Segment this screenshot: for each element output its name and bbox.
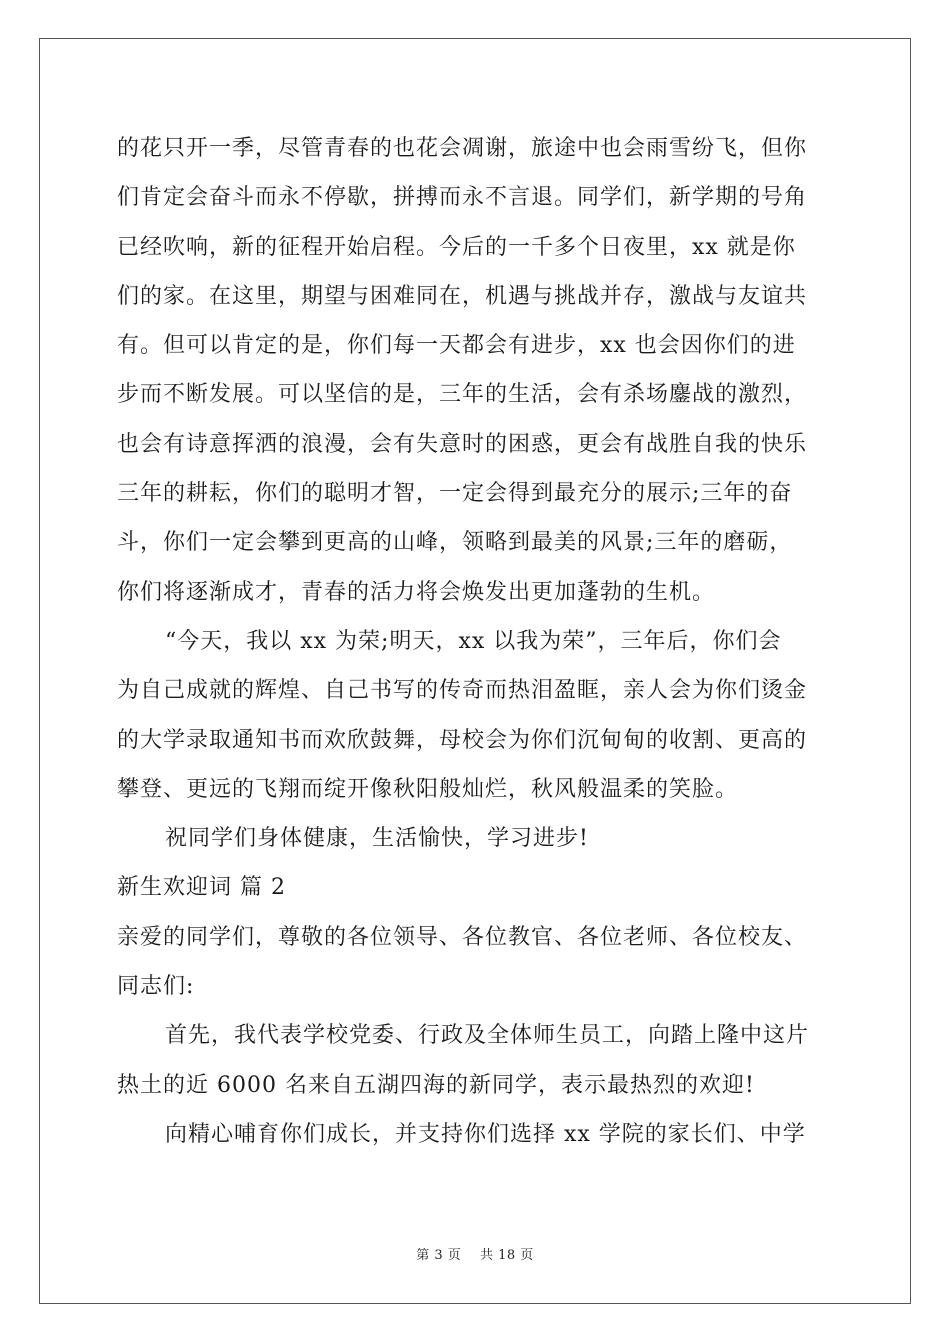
- text-line: 三年的耕耘，你们的聪明才智，一定会得到最充分的展示;三年的奋: [117, 481, 793, 507]
- text-line: 攀登、更远的飞翔而绽开像秋阳般灿烂，秋风般温柔的笑脸。: [117, 776, 739, 802]
- text-line: 为自己成就的辉煌、自己书写的传奇而热泪盈眶，亲人会为你们烫金: [117, 678, 808, 704]
- text-line: 已经吹响，新的征程开始启程。今后的一千多个日夜里，xx 就是你: [117, 234, 796, 260]
- text-line: 们肯定会奋斗而永不停歇，拼搏而永不言退。同学们，新学期的号角: [117, 185, 808, 211]
- text-line: “今天，我以 xx 为荣;明天，xx 以我为荣”，三年后，你们会: [165, 628, 782, 654]
- text-line: 亲爱的同学们，尊敬的各位领导、各位教官、各位老师、各位校友、: [117, 924, 808, 950]
- text-line: 斗，你们一定会攀到更高的山峰，领略到最美的风景;三年的磨砺，: [117, 530, 793, 556]
- text-line: 热土的近 6000 名来自五湖四海的新同学，表示最热烈的欢迎!: [117, 1072, 755, 1098]
- text-line: 同志们:: [117, 974, 195, 1000]
- text-line: 你们将逐渐成才，青春的活力将会焕发出更加蓬勃的生机。: [117, 579, 716, 605]
- text-line: 步而不断发展。可以坚信的是，三年的生活，会有杀场鏖战的激烈，: [117, 382, 808, 408]
- text-line: 的花只开一季，尽管青春的也花会凋谢，旅途中也会雨雪纷飞，但你: [117, 136, 808, 161]
- document-body: [117, 124, 837, 1159]
- text-line: 首先，我代表学校党委、行政及全体师生员工，向踏上隆中这片: [165, 1023, 810, 1049]
- text-line: 有。但可以肯定的是，你们每一天都会有进步，xx 也会因你们的进: [117, 333, 796, 359]
- page-footer: [0, 1244, 950, 1263]
- text-line: 祝同学们身体健康，生活愉快，学习进步!: [165, 826, 589, 852]
- page-number: 第 3 页: [416, 1248, 462, 1263]
- text-line: 的大学录取通知书而欢欣鼓舞，母校会为你们沉甸甸的收割、更高的: [117, 727, 808, 753]
- text-line: 向精心哺育你们成长，并支持你们选择 xx 学院的家长们、中学: [165, 1121, 806, 1147]
- text-line: 也会有诗意挥洒的浪漫，会有失意时的困惑，更会有战胜自我的快乐: [117, 431, 808, 457]
- page-total: 共 18 页: [479, 1248, 534, 1263]
- text-line: 们的家。在这里，期望与困难同在，机遇与挑战并存，激战与友谊共: [117, 283, 808, 309]
- text-line: 新生欢迎词 篇 2: [117, 875, 286, 901]
